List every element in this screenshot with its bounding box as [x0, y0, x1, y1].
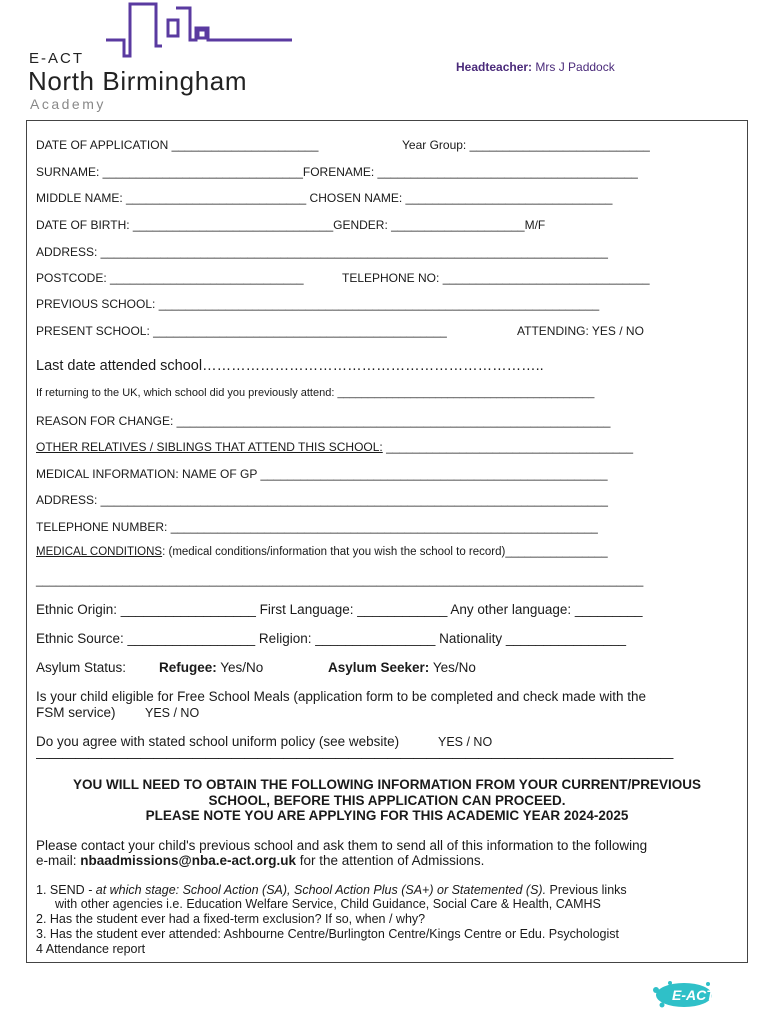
- list-item-exclusion: 2. Has the student ever had a fixed-term exclusion? If so, when / why?: [36, 912, 426, 926]
- headteacher-label: Headteacher:: [456, 60, 533, 74]
- medical-conditions-field[interactable]: [36, 546, 608, 558]
- previous-school-field[interactable]: PREVIOUS SCHOOL: __________________________________________________________________: [36, 297, 600, 311]
- academy-logo-graphic: [100, 0, 300, 62]
- surname-forename-field[interactable]: SURNAME: ______________________________FORENAME: _______________________________________: [36, 165, 638, 179]
- list-item-send: [36, 883, 627, 897]
- dob-gender-field[interactable]: DATE OF BIRTH: ______________________________GENDER: ____________________M/F: [36, 218, 546, 232]
- fsm-question-line1: Is your child eligible for Free School Meals (application form to be completed and check made with the: [36, 689, 647, 704]
- refugee-field[interactable]: [159, 660, 263, 675]
- present-school-field[interactable]: PRESENT SCHOOL: ____________________________________________: [36, 324, 447, 338]
- admissions-email-link[interactable]: nbaadmissions@nba.e-act.org.uk: [80, 853, 296, 868]
- attending-field[interactable]: ATTENDING: YES / NO: [517, 324, 644, 338]
- contact-line1: Please contact your child's previous school and ask them to send all of this information to the following: [36, 838, 648, 853]
- refugee-label: Refugee:: [159, 660, 217, 675]
- ethnic-origin-row[interactable]: Ethnic Origin: __________________ First Language: ____________ Any other language: _________: [36, 602, 643, 617]
- list-item-attendance: 4 Attendance report: [36, 942, 146, 956]
- notice-line1: YOU WILL NEED TO OBTAIN THE FOLLOWING INFORMATION FROM YOUR CURRENT/PREVIOUS: [73, 777, 701, 792]
- asylum-seeker-value: Yes/No: [429, 660, 476, 675]
- refugee-value: Yes/No: [216, 660, 264, 675]
- contact-prefix: e-mail:: [36, 853, 81, 868]
- list-item-send-line2: with other agencies i.e. Education Welfare Service, Child Guidance, Social Care & Health, CAMHS: [55, 897, 601, 911]
- list-item-attended: 3. Has the student ever attended: Ashbourne Centre/Burlington Centre/Kings Centre or Edu. Psychologist: [36, 927, 619, 941]
- reason-for-change-field[interactable]: REASON FOR CHANGE: _________________________________________________________________: [36, 414, 611, 428]
- medical-conditions-label: MEDICAL CONDITIONS: [36, 546, 163, 558]
- uniform-question: Do you agree with stated school uniform policy (see website): [36, 734, 400, 749]
- medical-conditions-rest: : (medical conditions/information that you wish the school to record)________________: [162, 546, 608, 558]
- gp-telephone-field[interactable]: TELEPHONE NUMBER: ________________________________________________________________: [36, 520, 598, 534]
- footer-logo-text: E-ACT: [672, 987, 715, 1003]
- medical-gp-field[interactable]: MEDICAL INFORMATION: NAME OF GP ____________________________________________________: [36, 467, 608, 481]
- relatives-line: _____________________________________: [382, 440, 634, 454]
- date-of-application-field[interactable]: DATE OF APPLICATION ______________________: [36, 138, 319, 152]
- relatives-field[interactable]: [36, 440, 633, 454]
- telephone-field[interactable]: TELEPHONE NO: _______________________________: [342, 271, 650, 285]
- e-act-footer-logo: [648, 978, 753, 1012]
- contact-line2: [36, 853, 484, 868]
- asylum-seeker-label: Asylum Seeker:: [328, 660, 430, 675]
- brand-name: North Birmingham: [28, 66, 248, 96]
- year-group-field[interactable]: Year Group: ___________________________: [402, 138, 650, 152]
- ethnic-source-row[interactable]: Ethnic Source: _________________ Religion: ________________ Nationality ________________: [36, 631, 627, 646]
- middle-chosen-name-field[interactable]: MIDDLE NAME: ___________________________ CHOSEN NAME: _______________________________: [36, 191, 613, 205]
- fsm-question-line2: FSM service): [36, 705, 116, 720]
- brand-small: E-ACT: [29, 50, 84, 67]
- separator-line: —————————————————————————————————————————————————: [36, 750, 673, 765]
- send-stages: - at which stage: School Action (SA), School Action Plus (SA+) or Statemented (S).: [88, 883, 547, 897]
- address-field[interactable]: ADDRESS: ____________________________________________________________________________: [36, 245, 608, 259]
- send-links: Previous links: [546, 883, 627, 897]
- fsm-yes-no[interactable]: YES / NO: [145, 706, 200, 720]
- uniform-yes-no[interactable]: YES / NO: [438, 735, 493, 749]
- relatives-label: OTHER RELATIVES / SIBLINGS THAT ATTEND THIS SCHOOL:: [36, 440, 383, 454]
- send-label: 1. SEND: [36, 883, 89, 897]
- headteacher: [456, 60, 615, 74]
- headteacher-name: Mrs J Paddock: [535, 60, 615, 74]
- notice-line2: SCHOOL, BEFORE THIS APPLICATION CAN PROCEED.: [208, 793, 566, 808]
- postcode-field[interactable]: POSTCODE: _____________________________: [36, 271, 304, 285]
- last-date-attended-field[interactable]: Last date attended school……………………………………………………………..: [36, 358, 544, 374]
- notice-line3: PLEASE NOTE YOU ARE APPLYING FOR THIS ACADEMIC YEAR 2024-2025: [145, 808, 629, 823]
- gp-address-field[interactable]: ADDRESS: ____________________________________________________________________________: [36, 493, 608, 507]
- asylum-seeker-field[interactable]: [328, 660, 476, 675]
- blank-answer-line[interactable]: ___________________________________________________________________________________________: [36, 573, 644, 587]
- returning-uk-field[interactable]: If returning to the UK, which school did you previously attend: __________________________________________: [36, 387, 595, 399]
- asylum-status-label: Asylum Status:: [36, 660, 127, 675]
- contact-suffix: for the attention of Admissions.: [295, 853, 485, 868]
- brand-sub: Academy: [30, 96, 106, 112]
